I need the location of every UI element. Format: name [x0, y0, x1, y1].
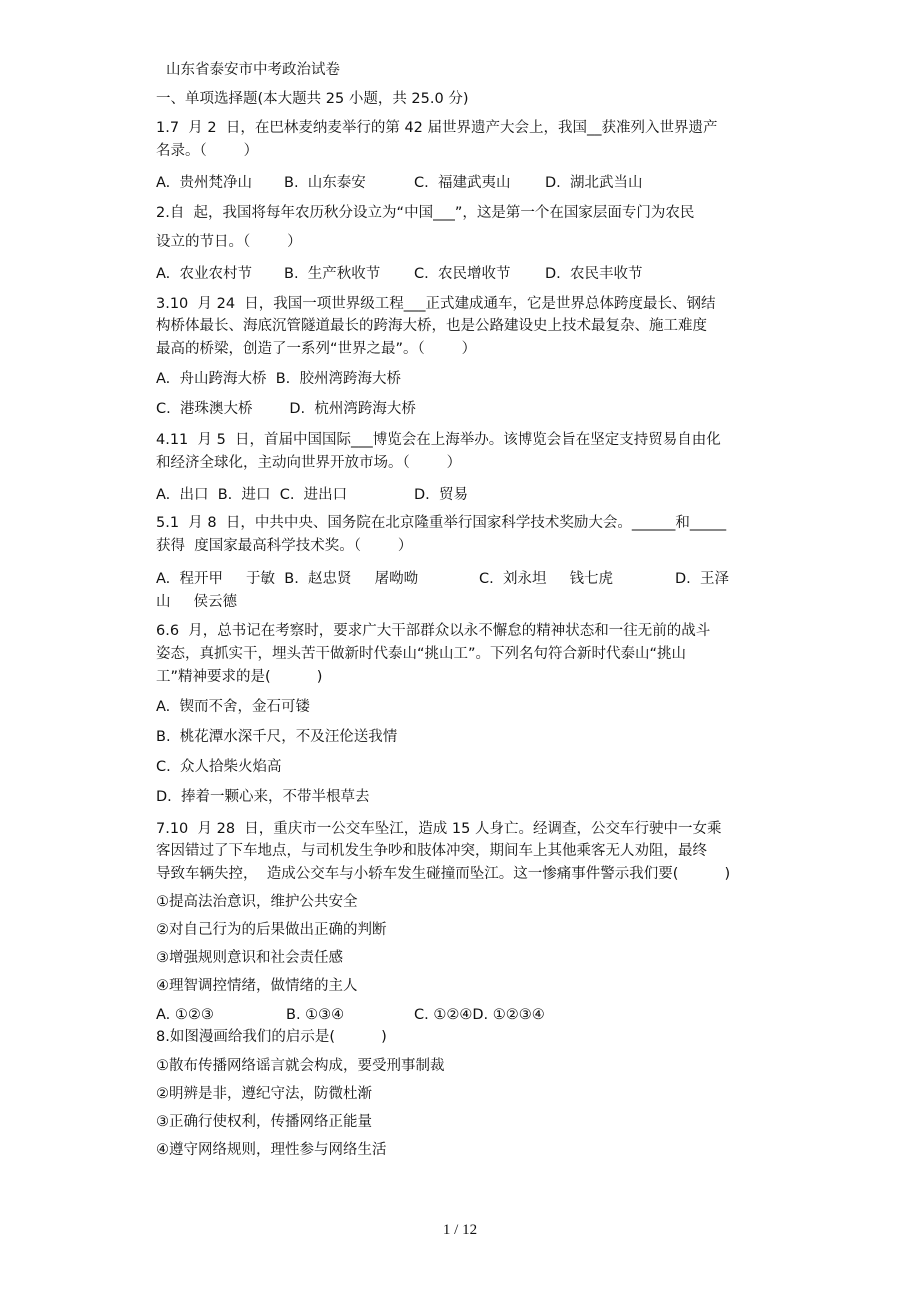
options-ab: A. 舟山跨海大桥 B. 胶州湾跨海大桥 [156, 371, 401, 387]
question-text-line: 7.10 月 28 日，重庆市一公交车坠江，造成 15 人身亡。经调查，公交车行驶中一女乘 [156, 821, 722, 837]
option-c: C. 农民增收节 [414, 266, 511, 282]
statement-2: ②明辨是非，遵纪守法，防微杜渐 [156, 1086, 372, 1102]
option-a: A. ①②③ [156, 1007, 214, 1023]
document-title: 山东省泰安市中考政治试卷 [166, 62, 340, 78]
statement-3: ③正确行使权利，传播网络正能量 [156, 1114, 372, 1130]
page-number: 1 / 12 [442, 1222, 478, 1238]
question-text-line: 最高的桥梁，创造了一系列“世界之最”。（ ） [156, 341, 477, 357]
question-text-line: 3.10 月 24 日，我国一项世界级工程___正式建成通车，它是世界总体跨度最长、钢结 [156, 296, 716, 312]
option-b: B. 桃花潭水深千尺，不及汪伦送我情 [156, 729, 398, 745]
option-c: C. 众人拾柴火焰高 [156, 759, 282, 775]
option-b: B. 生产秋收节 [284, 266, 381, 282]
option-d: D. 湖北武当山 [545, 175, 643, 191]
question-text-line: 6.6 月，总书记在考察时，要求广大干部群众以永不懈怠的精神状态和一往无前的战斗 [156, 623, 711, 639]
option-b: B. 山东泰安 [284, 175, 366, 191]
question-text-line: 5.1 月 8 日，中共中央、国务院在北京隆重举行国家科学技术奖励大会。______和_____ [156, 515, 727, 531]
statement-1: ①散布传播网络谣言就会构成，要受刑事制裁 [156, 1058, 445, 1074]
question-text-line: 4.11 月 5 日，首届中国国际___博览会在上海举办。该博览会旨在坚定支持贸易自由化 [156, 432, 721, 448]
question-text-line: 工”精神要求的是( ) [156, 669, 323, 685]
question-text-line: 8.如图漫画给我们的启示是( ) [156, 1029, 387, 1045]
option-c: C. 福建武夷山 [414, 175, 511, 191]
statement-1: ①提高法治意识，维护公共安全 [156, 894, 358, 910]
section-heading: 一、单项选择题(本大题共 25 小题，共 25.0 分) [156, 91, 469, 107]
option-d: D. 贸易 [414, 487, 468, 503]
statement-4: ④遵守网络规则，理性参与网络生活 [156, 1142, 387, 1158]
question-text-line: 名录。（ ） [156, 143, 259, 159]
statement-3: ③增强规则意识和社会责任感 [156, 950, 343, 966]
option-c: C. 刘永坦 钱七虎 [479, 571, 613, 587]
question-text-line: 客因错过了下车地点，与司机发生争吵和肢体冲突，期间车上其他乘客无人劝阻，最终 [156, 843, 707, 859]
option-a: A. 农业农村节 [156, 266, 252, 282]
statement-4: ④理智调控情绪，做情绪的主人 [156, 978, 358, 994]
option-cd: C. ①②④D. ①②③④ [414, 1007, 545, 1023]
statement-2: ②对自己行为的后果做出正确的判断 [156, 922, 387, 938]
question-text-line: 导致车辆失控， 造成公交车与小轿车发生碰撞而坠江。这一惨痛事件警示我们要( ) [156, 866, 731, 882]
option-d: D. 农民丰收节 [545, 266, 643, 282]
question-text-line: 姿态，真抓实干，埋头苦干做新时代泰山“挑山工”。下列名句符合新时代泰山“挑山 [156, 646, 687, 662]
question-text-line: 设立的节日。（ ） [156, 234, 302, 250]
options-cd: C. 港珠澳大桥 D. 杭州湾跨海大桥 [156, 401, 416, 417]
question-text-line: 1.7 月 2 日，在巴林麦纳麦举行的第 42 届世界遗产大会上，我国__获准列入世界遗产 [156, 120, 718, 136]
option-a: A. 贵州梵净山 [156, 175, 252, 191]
option-a: A. 锲而不舍，金石可镂 [156, 699, 310, 715]
option-b: B. ①③④ [286, 1007, 345, 1023]
question-text-line: 2.自 起，我国将每年农历秋分设立为“中国___”，这是第一个在国家层面专门为农民 [156, 205, 695, 221]
option-d-continued: 山 侯云德 [156, 594, 238, 610]
option-abc: A. 出口 B. 进口 C. 进出口 [156, 487, 348, 503]
option-d: D. 捧着一颗心来，不带半根草去 [156, 789, 370, 805]
option-d: D. 王泽 [675, 571, 729, 587]
question-text-line: 获得 度国家最高科学技术奖。（ ） [156, 538, 413, 554]
question-text-line: 构桥体最长、海底沉管隧道最长的跨海大桥，也是公路建设史上技术最复杂、施工难度 [156, 318, 707, 334]
option-ab: A. 程开甲 于敏 B. 赵忠贤 屠呦呦 [156, 571, 419, 587]
question-text-line: 和经济全球化，主动向世界开放市场。（ ） [156, 455, 462, 471]
